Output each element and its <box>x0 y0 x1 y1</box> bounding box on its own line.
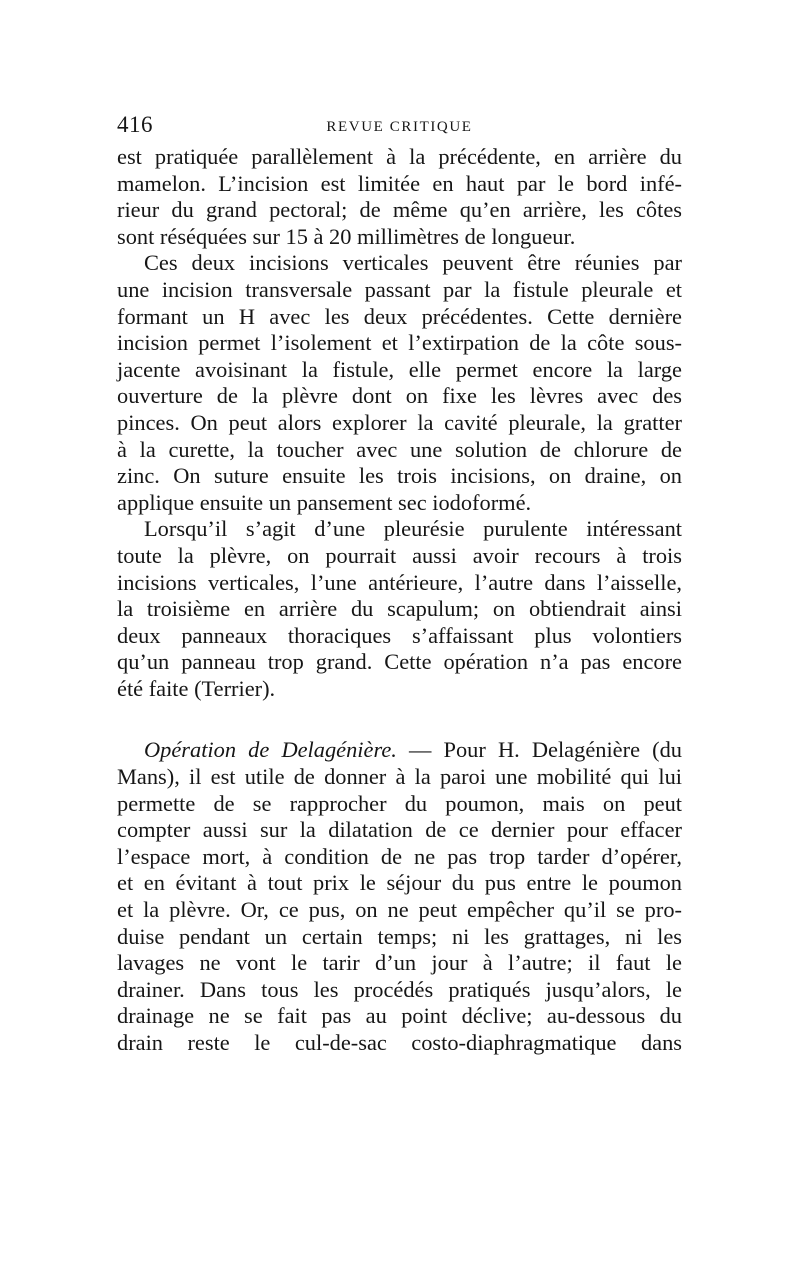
text-line: la troisième en arrière du scapulum; on obtiendrait ainsi <box>117 596 682 622</box>
text-line: rieur du grand pectoral; de même qu’en arrière, les côtes <box>117 197 682 223</box>
section-lead-text: — Pour H. Delagénière (du <box>396 737 682 763</box>
text-line: applique ensuite un pansement sec iodoformé. <box>117 489 532 515</box>
text-line: zinc. On suture ensuite les trois incisions, on draine, on <box>117 463 682 489</box>
section-paragraph <box>117 737 682 1056</box>
text-line: l’espace mort, à condition de ne pas trop tarder d’opérer, <box>117 843 682 869</box>
text-line: formant un H avec les deux précédentes. Cette dernière <box>117 303 682 329</box>
text-line: et en évitant à tout prix le séjour du pus entre le poumon <box>117 870 682 896</box>
text-line: permette de se rapprocher du poumon, mais on peut <box>117 790 682 816</box>
section-lead-line <box>117 737 682 764</box>
text-line: pinces. On peut alors explorer la cavité pleurale, la gratter <box>117 409 682 435</box>
text-line: sont réséquées sur 15 à 20 millimètres de longueur. <box>117 223 576 249</box>
text-line: duise pendant un certain temps; ni les grattages, ni les <box>117 923 682 949</box>
text-line: jacente avoisinant la fistule, elle permet encore la large <box>117 356 682 382</box>
text-line: toute la plèvre, on pourrait aussi avoir recours à trois <box>117 542 682 568</box>
text-line: et la plèvre. Or, ce pus, on ne peut empêcher qu’il se pro- <box>117 897 682 923</box>
text-line: incisions verticales, l’une antérieure, l’autre dans l’aisselle, <box>117 569 682 595</box>
text-line: qu’un panneau trop grand. Cette opération n’a pas encore <box>117 649 682 675</box>
text-line: à la curette, la toucher avec une solution de chlorure de <box>117 436 682 462</box>
running-title: REVUE CRITIQUE <box>326 119 473 135</box>
text-line: Mans), il est utile de donner à la paroi une mobilité qui lui <box>117 764 682 790</box>
text-line: mamelon. L’incision est limitée en haut par le bord infé- <box>117 170 682 196</box>
text-line: une incision transversale passant par la fistule pleurale et <box>117 276 682 302</box>
page-number: 416 <box>117 112 153 137</box>
paragraph <box>117 250 682 516</box>
paragraph-continuation <box>117 144 682 250</box>
section-heading-italic: Opération de Delagénière. <box>144 737 397 763</box>
text-line: drainer. Dans tous les procédés pratiqués jusqu’alors, le <box>117 976 682 1002</box>
text-line: été faite (Terrier). <box>117 675 276 701</box>
text-line: incision permet l’isolement et l’extirpation de la côte sous- <box>117 330 682 356</box>
text-line: deux panneaux thoraciques s’affaissant plus volontiers <box>117 622 682 648</box>
text-line: ouverture de la plèvre dont on fixe les lèvres avec des <box>117 383 682 409</box>
running-head <box>117 112 682 144</box>
text-line: compter aussi sur la dilatation de ce dernier pour effacer <box>117 817 682 843</box>
text-line: Ces deux incisions verticales peuvent être réunies par <box>144 250 682 276</box>
text-line: est pratiquée parallèlement à la précédente, en arrière du <box>117 144 682 169</box>
text-line: drain reste le cul-de-sac costo-diaphragmatique dans <box>117 1030 682 1055</box>
text-line: lavages ne vont le tarir d’un jour à l’autre; il faut le <box>117 950 682 976</box>
book-page <box>117 112 682 1057</box>
paragraph <box>117 516 682 702</box>
text-line: drainage ne se fait pas au point déclive; au-dessous du <box>117 1003 682 1029</box>
text-line: Lorsqu’il s’agit d’une pleurésie purulente intéressant <box>144 516 682 542</box>
section-gap <box>117 702 682 737</box>
